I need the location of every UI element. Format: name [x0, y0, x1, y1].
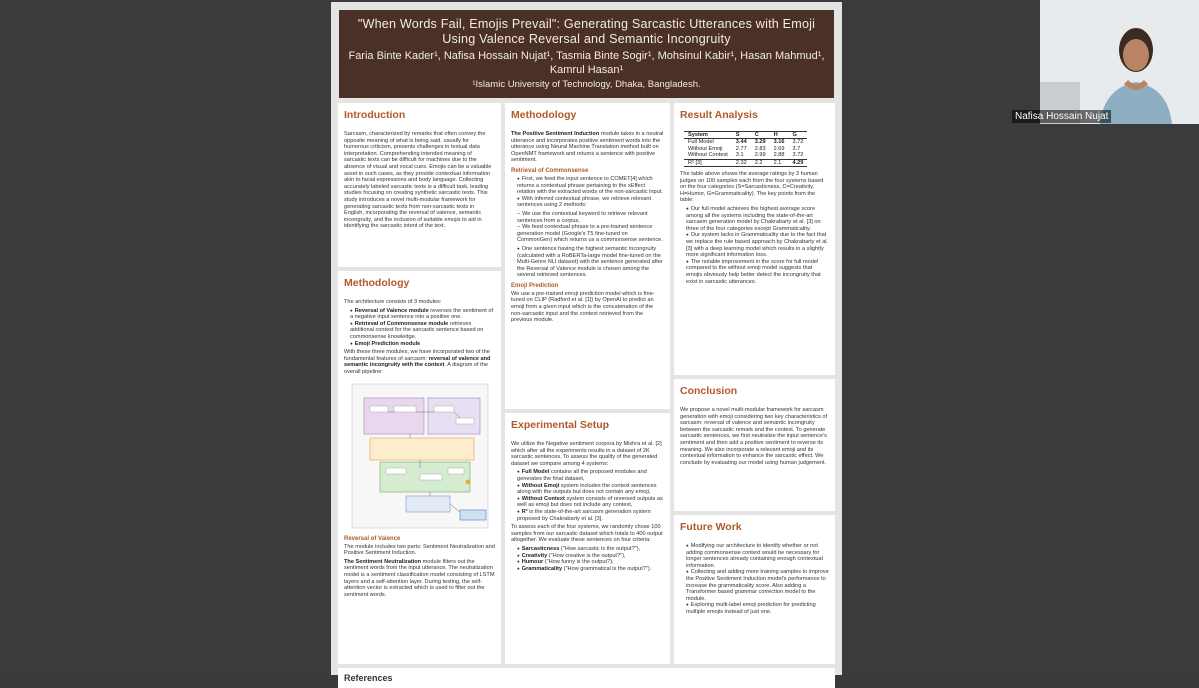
list-item: ● Modifying our architecture to identify whether or not adding commonsense context would be necessary for longer sentences already containing enough contextual information. [686, 543, 829, 569]
table-cell: 2.69 [773, 145, 785, 152]
retrieval-last-list [511, 246, 664, 279]
table-cell: 3.1 [735, 152, 744, 159]
participant-name-label: Nafisa Hossain Nujat [1012, 110, 1111, 123]
future-work-list [680, 543, 829, 616]
list-item: ● Humour ("How funny is the output?), [517, 559, 664, 566]
table-cell: 3.16 [773, 139, 785, 146]
list-item: ● With inferred contextual phrase, we retrieve relevant sentences using 2 methods: [517, 196, 664, 209]
retrieval-list [511, 176, 664, 209]
table-row [684, 139, 807, 146]
shared-poster [331, 2, 842, 683]
list-item: ● Full Model contains all the proposed modules and generates the final dataset, [517, 469, 664, 482]
table-header: C [754, 132, 759, 138]
table-row [684, 152, 807, 159]
list-item: ● Retrieval of Commonsense module retrieves additional context for the sarcastic sentence based on commonsense knowledge. [350, 321, 495, 341]
list-item: – We use the contextual keyword to retrieve relevant sentences from a corpus, [517, 211, 664, 224]
list-item: ● Without Context system consists of reversed outputs as well as emoji but does not include any context, [517, 496, 664, 509]
table-cell: 2.2 [754, 159, 763, 166]
systems-list [511, 469, 664, 522]
criteria-list [511, 546, 664, 572]
methodology-left-heading: Methodology [344, 277, 410, 289]
conclusion-heading: Conclusion [680, 385, 738, 397]
list-item: ● Emoji Prediction module [350, 341, 495, 348]
neutralization-text: The Sentiment Neutralization module filters out the sentiment words from the input utterance. The neutralization model is a sentiment classification model consisting of LSTM layers and a self-attention layer. During testing, the self-attention vector is extracted which is used to filter out the sentiment words. [344, 558, 495, 598]
future-work-heading: Future Work [680, 521, 742, 533]
table-cell: Without Emoji [688, 145, 723, 152]
table-cell: 3.72 [792, 139, 804, 146]
table-cell: 2.83 [754, 145, 766, 152]
psi-text: The Positive Sentiment Induction module takes in a neutral utterance and incorporates positive sentiment words into the utterance using Neural Machine Translation method built on OpenNMT framework and returns a sentence with positive sentiment. [511, 131, 664, 164]
reversal-text: The module includes two parts: Sentiment Neutralization and Positive Sentiment Induction. [344, 543, 495, 557]
table-header: System [688, 132, 708, 138]
list-item: ● First, we feed the input sentence to COMET[4] which returns a contextual phrase pertaining to the xEffect relation with the extracted words of the non-sarcastic input. [517, 176, 664, 196]
introduction-panel [338, 103, 501, 267]
list-item: ● Exploring multi-label emoji prediction for predicting multiple emojis instead of just one. [686, 602, 829, 615]
table-cell: 2.1 [773, 159, 782, 166]
introduction-text: Sarcasm, characterized by remarks that often convey the opposite meaning of what is being said, usually for humorous criticism, presents challenges in textual data interpretation. Comprehending intended meaning of sarcastic texts can be difficult for machines due to the absence of visual and vocal cues. Emojis can be a valuable asset in such cases, as they provide contextual information akin to facial expressions and body language. Collecting accurately labeled sarcastic texts is a difficult task, leading studies focusing on creating synthetic sarcastic texts. This study introduces a novel multi-modular framework for generating sarcastic texts from non-sarcastic texts in English, incorporating the reversal of valence, semantic incongruity, and the inclusion of suitable emojis to aid in identifying the sarcastic intent of the text. [344, 131, 492, 230]
list-item: ● Reversal of Valence module reverses the sentiment of a negative input sentence into a positive one. [350, 308, 495, 321]
table-cell: 4.29 [792, 159, 804, 166]
introduction-heading: Introduction [344, 109, 406, 121]
results-panel [674, 103, 835, 375]
table-cell: Without Context [688, 152, 728, 159]
retrieval-methods [511, 211, 664, 244]
future-work-panel [674, 515, 835, 664]
criteria-intro: To assess each of the four systems, we randomly chose 100 samples from our sarcastic dataset which totals to 400 output altogether. We evaluate these sentences on four criteria: [511, 524, 663, 544]
retrieval-heading: Retrieval of Commonsense [511, 167, 589, 174]
list-item: ● Our system lacks in Grammaticality due to the fact that we replace the rule based approach by Chakrabarty et al. [3] with a deep learning model which results in a slightly more significant information loss. [686, 232, 829, 258]
list-item: ● Without Emoji system includes the context sentences along with the outputs but does not contain any emoji, [517, 483, 664, 496]
methodology-summary: With these three modules, we have incorporated two of the fundamental features of sarcasm: reversal of valence and semantic incongruity with the context. A diagram of the overall pipeline: [344, 349, 491, 375]
reversal-heading: Reversal of Valence [344, 535, 401, 542]
methodology-mid-panel [505, 103, 670, 409]
list-item: ● One sentence having the highest semantic incongruity (calculated with a RoBERTa-large model fine-tuned on the Multi-Genre NLI dataset) with the sentence generated after the Reversal of Valence module is chosen among the several retrieved sentences. [517, 246, 664, 279]
list-item: ● Sarcasticness ("How sarcastic is the output?"), [517, 546, 664, 553]
results-heading: Result Analysis [680, 109, 758, 121]
list-item: ● R³ is the state-of-the-art sarcasm generation system proposed by Chakrabarty et al. [3]. [517, 509, 664, 522]
results-points [680, 206, 829, 285]
participant-video-tile[interactable] [1040, 0, 1199, 124]
list-item: ● Collecting and adding more training samples to improve the Positive Sentiment Induction model's performance to increase the grammaticality score. Also adding a Transformer based grammar correction model to the module. [686, 569, 829, 602]
references-heading: References [344, 673, 393, 683]
table-cell: 3.72 [792, 152, 804, 159]
table-cell: 3.29 [754, 139, 766, 146]
table-cell: 2.88 [773, 152, 785, 159]
poster-affiliation: ¹Islamic University of Technology, Dhaka, Bangladesh. [472, 79, 701, 90]
references-panel [338, 668, 835, 688]
participant-avatar [1040, 0, 1199, 124]
conclusion-panel [674, 379, 835, 511]
table-row [684, 159, 807, 166]
poster-banner [339, 10, 834, 98]
results-summary: The table above shows the average ratings by 3 human judges on 100 samples each from the four systems based on the four categories (S=Sarcasticness, C=Creativity, H=Humor, G=Grammaticality). The key points from the table: [680, 171, 824, 204]
table-header: G [792, 132, 797, 138]
screen-background-left [0, 0, 330, 675]
experimental-panel [505, 413, 670, 664]
experimental-intro: We utilize the Negative sentiment corpora by Mishra et al. [2] which after all the experiments results in a dataset of 2K sarcastic sentences. To assess the quality of the generated dataset we compare among 4 systems: [511, 441, 662, 467]
methodology-left-panel [338, 271, 501, 664]
table-cell: 3.44 [735, 139, 747, 146]
methodology-intro: The architecture consists of 3 modules: [344, 299, 442, 305]
table-cell: 2.77 [735, 145, 747, 152]
emoji-heading: Emoji Prediction [511, 282, 559, 289]
results-table [684, 131, 807, 167]
module-list [344, 308, 495, 348]
table-cell: R³ [3] [688, 159, 702, 166]
list-item: ● Creativity ("How creative is the output?"), [517, 553, 664, 560]
table-header: S [735, 132, 740, 138]
emoji-text: We use a pre-trained emoji prediction model which is fine-tuned on CLIP (Radford et al. [1]) by OpenAI to predict an emoji from a given input which is the concatenation of the non-sarcastic input and the context retrieved from the previous module. [511, 290, 655, 324]
table-header-row [684, 132, 807, 139]
poster-authors: Faria Binte Kader¹, Nafisa Hossain Nujat¹, Tasmia Binte Sogir¹, Mohsinul Kabir¹, Hasan Mahmud¹, Kamrul Hasan¹ [348, 50, 825, 76]
poster-title: "When Words Fail, Emojis Prevail": Generating Sarcastic Utterances with Emoji Using Valence Reversal and Semantic Incongruity [357, 17, 816, 46]
list-item: ● Our full model achieves the highest average score among all the systems including the state-of-the-art sarcasm generation model by Chakrabarty et al. [3] on three of the four categories except Grammaticality. [686, 206, 829, 232]
table-cell: 2.99 [754, 152, 766, 159]
list-item: ● The notable improvement in the score for full model compared to the without emoji model suggests that emojis obviously help better detect the incongruity that exist in sarcastic utterances. [686, 259, 829, 285]
list-item: – We feed contextual phrase to a pre-trained sentence generation model (Google's T5 fine-tuned on CommonGen) which returns us a commonsense sentence. [517, 224, 664, 244]
methodology-mid-heading: Methodology [511, 109, 577, 121]
table-cell: Full Model [688, 139, 714, 146]
table-cell: 3.7 [792, 145, 801, 152]
pipeline-diagram [350, 382, 490, 530]
table-header: H [773, 132, 778, 138]
list-item: ● Grammaticality ("How grammatical is the output?"). [517, 566, 664, 573]
experimental-heading: Experimental Setup [511, 419, 610, 431]
table-cell: 2.32 [735, 159, 747, 166]
conclusion-text: We propose a novel multi-modular framework for sarcasm generation with emoji considering two key characteristics of sarcasm: reversal of valence and semantic incongruity between the sarcastic remark and the context. To generate sarcastic sentences, we first neutralize the input sentence's sentiment and then add a positive sentiment to reverse its meaning. We also incorporate a relevant emoji and its contextual information to enhance the sarcastic effect. We conclude by evaluating our model using human judgement. [680, 407, 828, 466]
